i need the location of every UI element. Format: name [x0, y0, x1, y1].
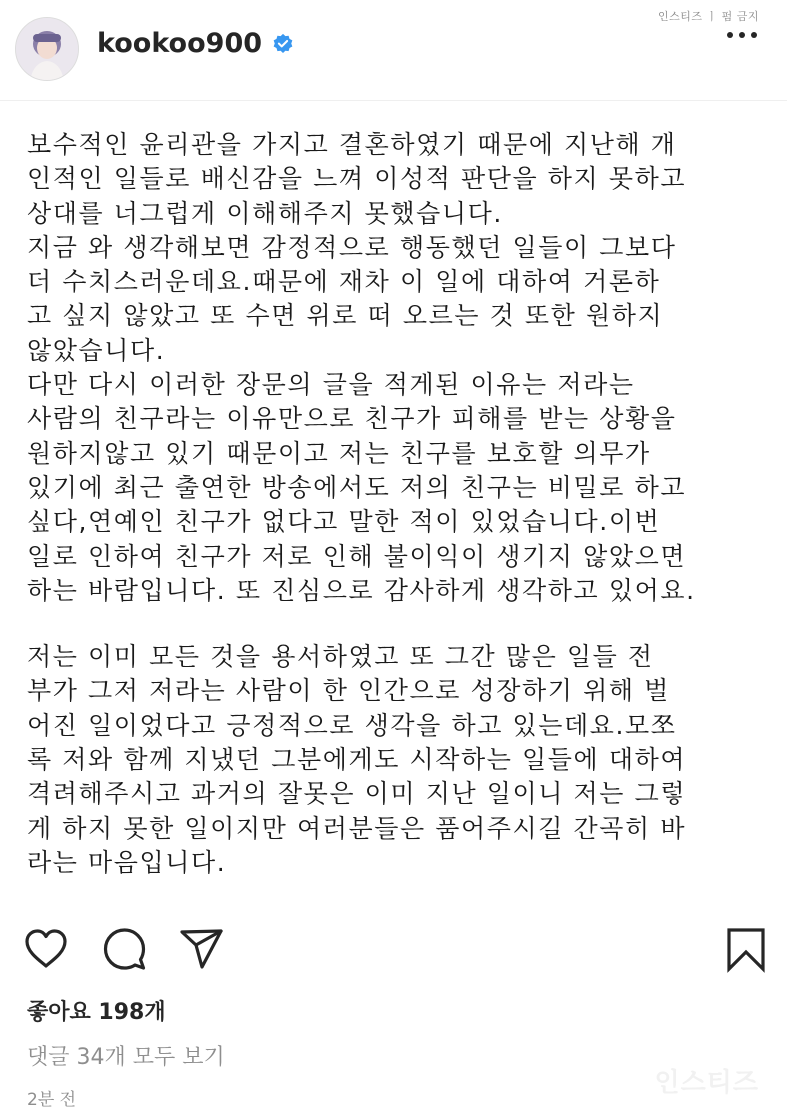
post-header: [0, 0, 787, 101]
avatar-image: [16, 18, 78, 80]
save-button[interactable]: [722, 925, 770, 977]
view-all-comments-link[interactable]: 댓글 34개 모두 보기: [27, 1045, 225, 1070]
comment-button[interactable]: [100, 925, 148, 977]
watermark-bottom: 인스티즈: [654, 1068, 759, 1098]
caption-line: 사람의 친구라는 이유만으로 친구가 피해를 받는 상황을: [27, 404, 677, 434]
caption-line: 보수적인 윤리관을 가지고 결혼하였기 때문에 지난해 개: [27, 130, 677, 159]
caption-line: 부가 그저 저라는 사람이 한 인간으로 성장하기 위해 벌: [27, 676, 670, 706]
likes-count[interactable]: 좋아요 198개: [27, 1000, 166, 1025]
share-button[interactable]: [178, 925, 226, 977]
more-horizontal-icon: [751, 32, 757, 38]
caption-line: 록 저와 함께 지냈던 그분에게도 시작하는 일들에 대하여: [27, 745, 687, 775]
heart-icon: [22, 925, 70, 973]
caption-line: 있기에 최근 출연한 방송에서도 저의 친구는 비밀로 하고: [27, 472, 687, 502]
bookmark-icon: [722, 925, 770, 973]
caption-line: 게 하지 못한 일이지만 여러분들은 품어주시길 간곡히 바: [27, 813, 687, 843]
caption-line: 상대를 너그럽게 이해해주지 못했습니다.: [27, 198, 503, 228]
caption-line: 더 수치스러운데요.때문에 재차 이 일에 대하여 거론하: [27, 267, 661, 297]
caption-line: 하는 바람입니다. 또 진심으로 감사하게 생각하고 있어요.: [27, 575, 696, 605]
caption-line: 격려해주시고 과거의 잘못은 이미 지난 일이니 저는 그렇: [27, 779, 687, 809]
more-horizontal-icon: [727, 32, 733, 38]
caption-line: 라는 마음입니다.: [27, 847, 227, 877]
caption-line: 다만 다시 이러한 장문의 글을 적게된 이유는 저라는: [27, 370, 635, 400]
caption-line: 어진 일이었다고 긍정적으로 생각을 하고 있는데요.모쪼: [27, 710, 677, 740]
action-bar: [0, 922, 787, 977]
post-caption: [27, 128, 765, 880]
send-icon: [178, 925, 226, 973]
comment-icon: [100, 925, 148, 973]
caption-line: 싶다,연예인 친구가 없다고 말한 적이 있었습니다.이번: [27, 507, 661, 537]
more-options-button[interactable]: [727, 32, 757, 38]
username-link[interactable]: kookoo900: [97, 28, 263, 59]
username-group: [97, 28, 294, 59]
verified-badge-icon: [272, 33, 294, 55]
paragraph-gap: [27, 608, 765, 640]
caption-line: 원하지않고 있기 때문이고 저는 친구를 보호할 의무가: [27, 438, 651, 468]
watermark-top: 인스티즈 ㅣ 펌 금지: [658, 10, 759, 23]
caption-line: 고 싶지 않았고 또 수면 위로 떠 오르는 것 또한 원하지: [27, 301, 664, 331]
like-button[interactable]: [22, 925, 70, 977]
caption-line: 않았습니다.: [27, 335, 166, 365]
caption-line: 인적인 일들로 배신감을 느껴 이성적 판단을 하지 못하고: [27, 164, 687, 194]
caption-line: 저는 이미 모든 것을 용서하였고 또 그간 많은 일들 전: [27, 642, 654, 672]
avatar[interactable]: [15, 17, 79, 81]
more-horizontal-icon: [739, 32, 745, 38]
caption-line: 일로 인하여 친구가 저로 인해 불이익이 생기지 않았으면: [27, 541, 687, 571]
post-timestamp: 2분 전: [27, 1090, 77, 1110]
caption-line: 지금 와 생각해보면 감정적으로 행동했던 일들이 그보다: [27, 232, 677, 262]
